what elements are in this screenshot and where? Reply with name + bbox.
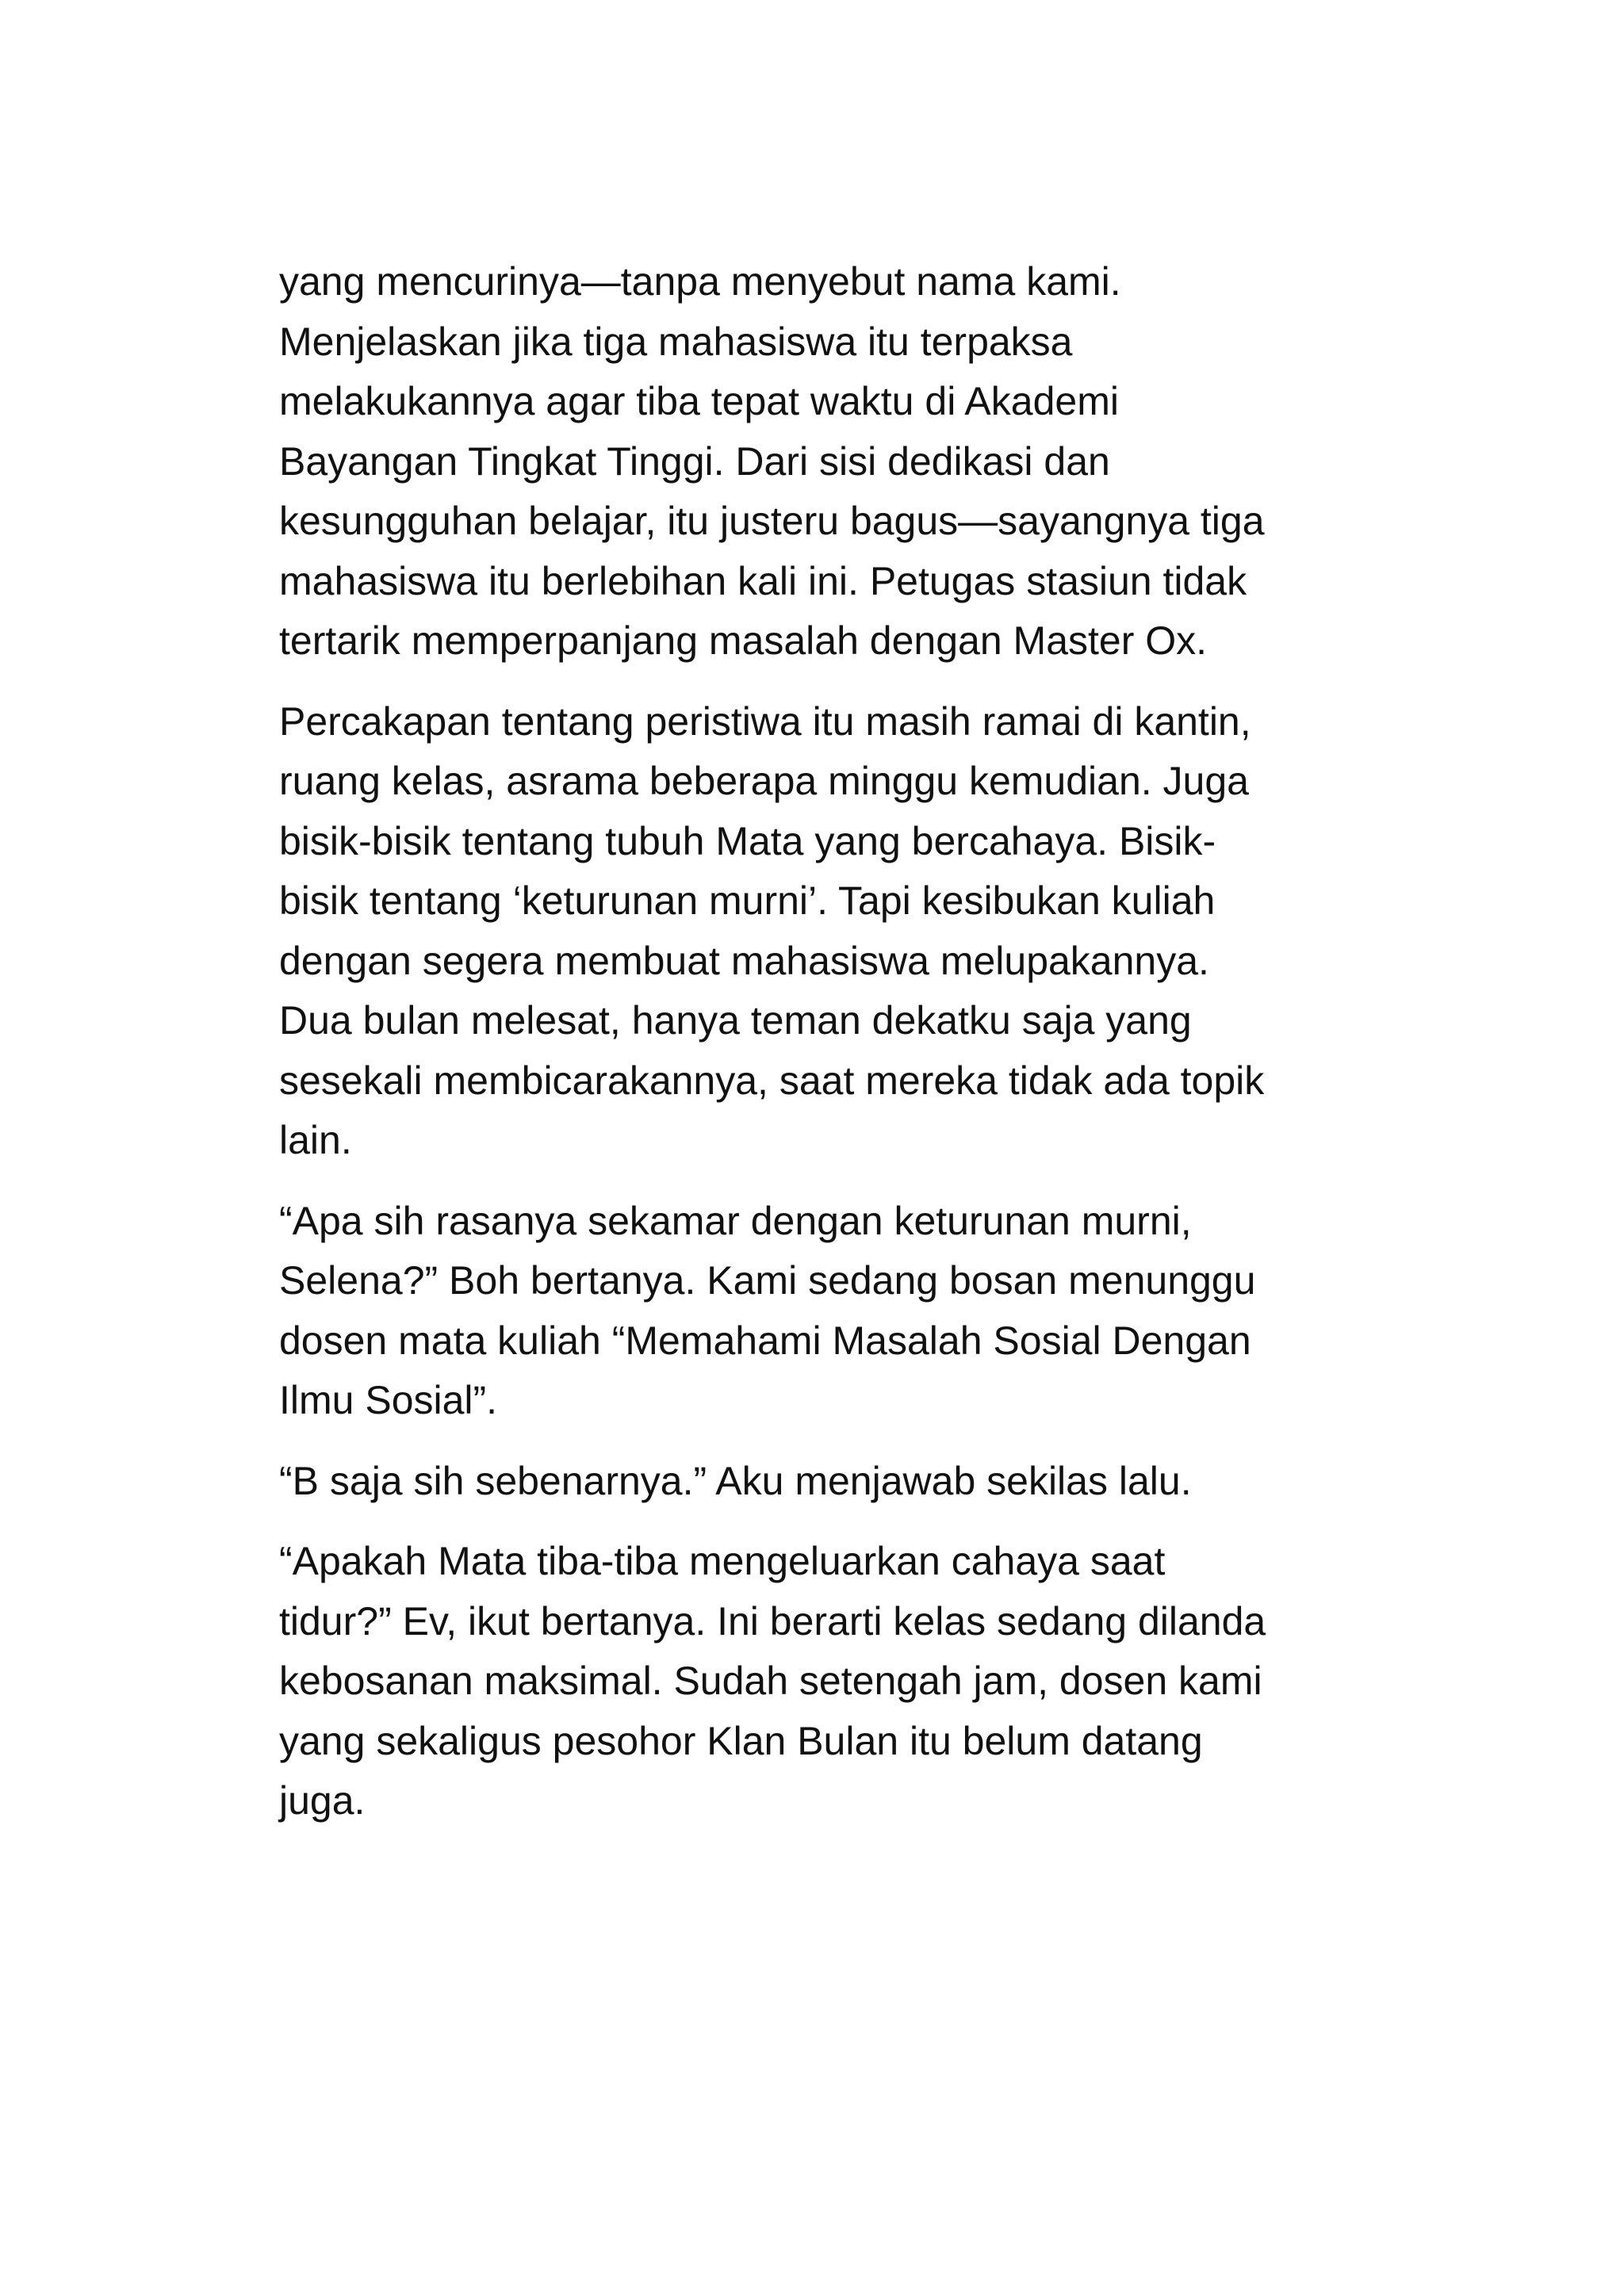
text-line: yang sekaligus pesohor Klan Bulan itu belum datang (279, 1718, 1203, 1763)
text-line: “Apa sih rasanya sekamar dengan keturunan murni, (279, 1198, 1192, 1243)
text-line: tidur?” Ev, ikut bertanya. Ini berarti kelas sedang dilanda (279, 1598, 1266, 1644)
paragraph-5 (279, 1532, 1389, 1831)
text-line: tertarik memperpanjang masalah dengan Master Ox. (279, 618, 1208, 663)
text-line: kesungguhan belajar, itu justeru bagus—sayangnya tiga (279, 499, 1265, 543)
paragraph-4 (279, 1452, 1389, 1512)
text-line: dengan segera membuat mahasiswa melupakannya. (279, 938, 1209, 983)
text-line: bisik-bisik tentang tubuh Mata yang bercahaya. Bisik- (279, 818, 1216, 863)
text-line: yang mencurinya—tanpa menyebut nama kami. (279, 259, 1121, 304)
text-line: “Apakah Mata tiba-tiba mengeluarkan cahaya saat (279, 1539, 1166, 1583)
paragraph-2 (279, 692, 1389, 1171)
text-line: melakukannya agar tiba tepat waktu di Akademi (279, 379, 1119, 423)
text-line: lain. (279, 1118, 352, 1162)
text-line: mahasiswa itu berlebihan kali ini. Petugas stasiun tidak (279, 558, 1247, 603)
text-line: bisik tentang ‘keturunan murni’. Tapi kesibukan kuliah (279, 878, 1216, 923)
text-line: ruang kelas, asrama beberapa minggu kemudian. Juga (279, 759, 1249, 803)
text-line: Menjelaskan jika tiga mahasiswa itu terpaksa (279, 319, 1073, 364)
text-line: kebosanan maksimal. Sudah setengah jam, dosen kami (279, 1659, 1262, 1703)
text-line: “B saja sih sebenarnya.” Aku menjawab sekilas lalu. (279, 1458, 1192, 1503)
paragraph-1 (279, 252, 1389, 672)
text-line: juga. (279, 1778, 366, 1823)
text-line: Percakapan tentang peristiwa itu masih ramai di kantin, (279, 698, 1251, 744)
text-line: Dua bulan melesat, hanya teman dekatku saja yang (279, 998, 1192, 1043)
text-line: Selena?” Boh bertanya. Kami sedang bosan menunggu (279, 1258, 1256, 1303)
paragraph-3 (279, 1192, 1389, 1431)
body-text (279, 252, 1389, 1852)
text-line: Ilmu Sosial”. (279, 1378, 498, 1422)
text-line: dosen mata kuliah “Memahami Masalah Sosial Dengan (279, 1318, 1251, 1363)
text-line: sesekali membicarakannya, saat mereka tidak ada topik (279, 1058, 1265, 1103)
text-line: Bayangan Tingkat Tinggi. Dari sisi dedikasi dan (279, 438, 1110, 484)
